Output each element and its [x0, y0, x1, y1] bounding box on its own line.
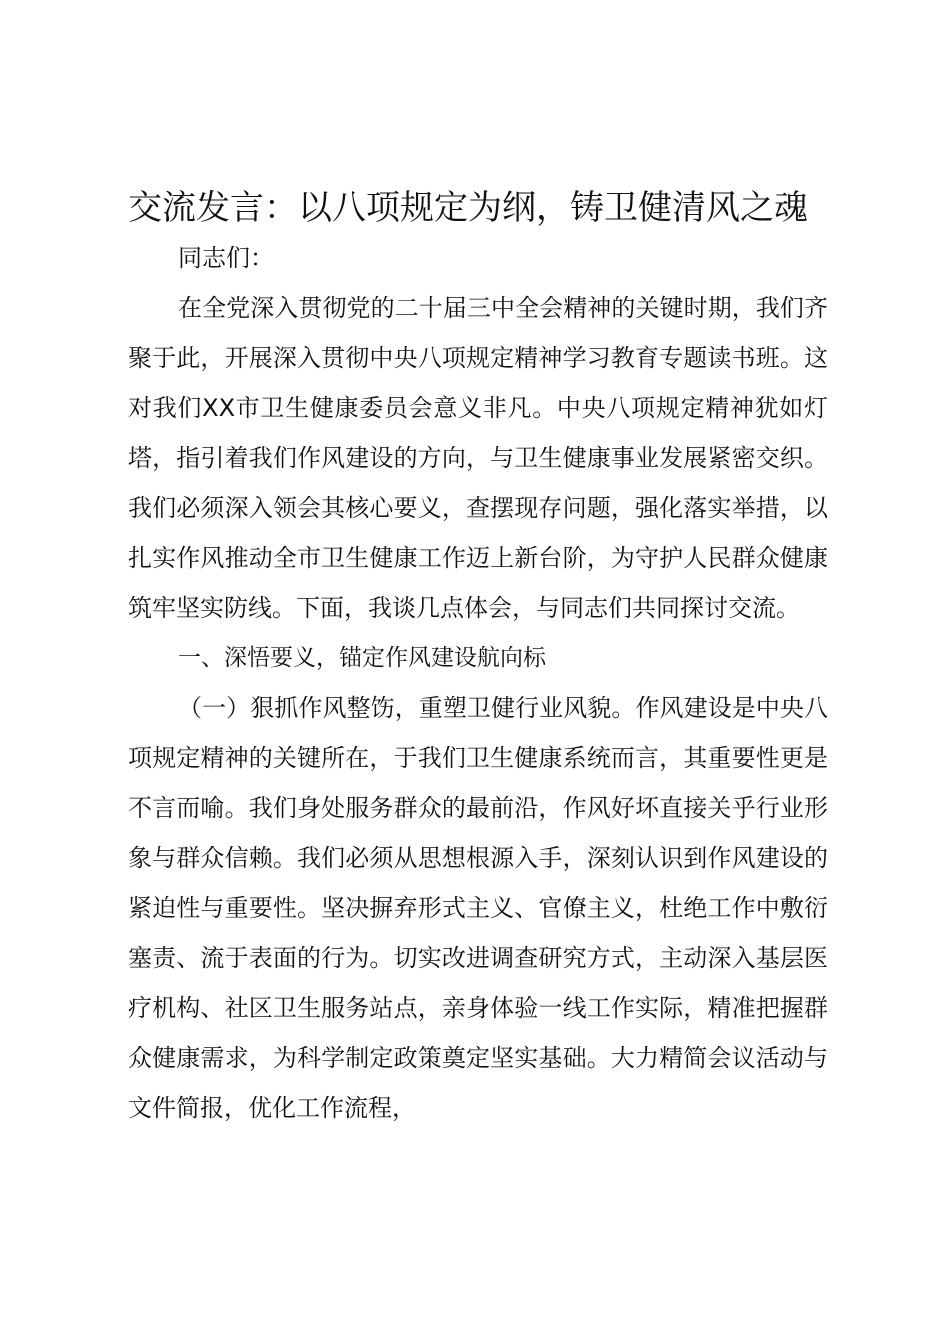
salutation: 同志们： — [178, 244, 274, 272]
section-heading-1: 一、深悟要义，锚定作风建设航向标 — [178, 645, 546, 671]
document-title: 交流发言：以八项规定为纲，铸卫健清风之魂 — [128, 188, 808, 228]
intro-paragraph: 在全党深入贯彻党的二十届三中全会精神的关键时期，我们齐聚于此，开展深入贯彻中央八项规定精神学习教育专题读书班。这对我们XX市卫生健康委员会意义非凡。中央八项规定精神犹如灯塔，指引着我们作风建设的方向，与卫生健康事业发展紧密交织。我们必须深入领会其核心要义，查摆现存问题，强化落实举措，以扎实作风推动全市卫生健康工作迈上新台阶，为守护人民群众健康筑牢坚实防线。下面，我谈几点体会，与同志们共同探讨交流。 — [128, 294, 828, 622]
document-body — [128, 183, 828, 1133]
section-1-paragraph-1: （一）狠抓作风整饬，重塑卫健行业风貌。作风建设是中央八项规定精神的关键所在，于我们卫生健康系统而言，其重要性更是不言而喻。我们身处服务群众的最前沿，作风好坏直接关乎行业形象与群众信赖。我们必须从思想根源入手，深刻认识到作风建设的紧迫性与重要性。坚决摒弃形式主义、官僚主义，杜绝工作中敷衍塞责、流于表面的行为。切实改进调查研究方式，主动深入基层医疗机构、社区卫生服务站点，亲身体验一线工作实际，精准把握群众健康需求，为科学制定政策奠定坚实基础。大力精简会议活动与文件简报，优化工作流程， — [128, 694, 828, 1122]
